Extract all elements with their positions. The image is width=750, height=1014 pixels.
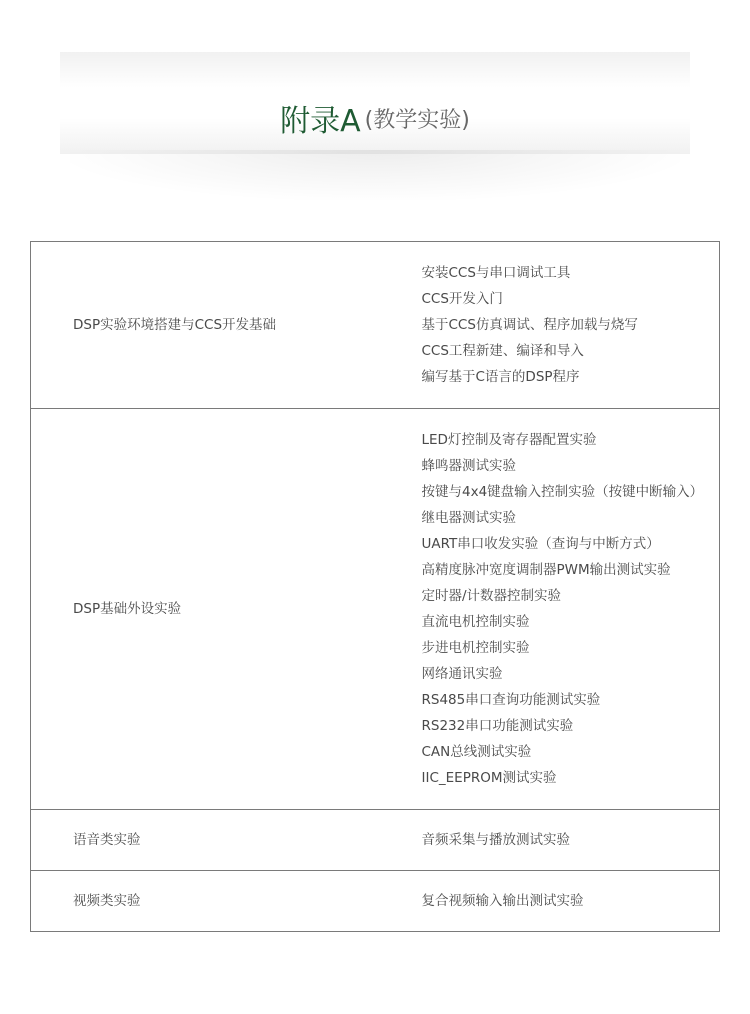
category-cell: 视频类实验: [31, 871, 410, 932]
list-item: 步进电机控制实验: [421, 640, 530, 656]
items-cell: [410, 810, 720, 871]
table-row: [31, 409, 720, 810]
list-item: 定时器/计数器控制实验: [421, 588, 562, 604]
list-item: RS485串口查询功能测试实验: [421, 692, 601, 708]
list-item: 音频采集与播放测试实验: [421, 832, 570, 848]
category-cell: 语音类实验: [31, 810, 410, 871]
list-item: 按键与4x4键盘输入控制实验（按键中断输入）: [421, 484, 704, 500]
title-main: 附录A: [280, 104, 361, 139]
table-row: [31, 810, 720, 871]
list-item: IIC_EEPROM测试实验: [421, 770, 557, 786]
list-item: 高精度脉冲宽度调制器PWM输出测试实验: [421, 562, 671, 578]
category-cell: DSP实验环境搭建与CCS开发基础: [31, 242, 410, 409]
list-item: 安装CCS与串口调试工具: [421, 265, 571, 281]
experiment-table: [30, 241, 720, 932]
table-row: [31, 242, 720, 409]
list-item: LED灯控制及寄存器配置实验: [421, 432, 597, 448]
title-subtitle: (教学实验): [364, 107, 470, 133]
list-item: 网络通讯实验: [421, 666, 503, 682]
list-item: 基于CCS仿真调试、程序加载与烧写: [421, 317, 638, 333]
title-band-shadow: [70, 150, 680, 200]
list-item: 继电器测试实验: [421, 510, 516, 526]
list-item: CAN总线测试实验: [421, 744, 532, 760]
category-cell: DSP基础外设实验: [31, 409, 410, 810]
list-item: CCS工程新建、编译和导入: [421, 343, 584, 359]
items-cell: [410, 409, 720, 810]
items-cell: [410, 871, 720, 932]
list-item: 编写基于C语言的DSP程序: [421, 369, 580, 385]
table-row: [31, 871, 720, 932]
list-item: 复合视频输入输出测试实验: [421, 893, 584, 909]
list-item: UART串口收发实验（查询与中断方式）: [421, 536, 660, 552]
list-item: 蜂鸣器测试实验: [421, 458, 516, 474]
list-item: 直流电机控制实验: [421, 614, 530, 630]
items-cell: [410, 242, 720, 409]
list-item: RS232串口功能测试实验: [421, 718, 574, 734]
list-item: CCS开发入门: [421, 291, 503, 307]
page-title: [0, 96, 750, 140]
